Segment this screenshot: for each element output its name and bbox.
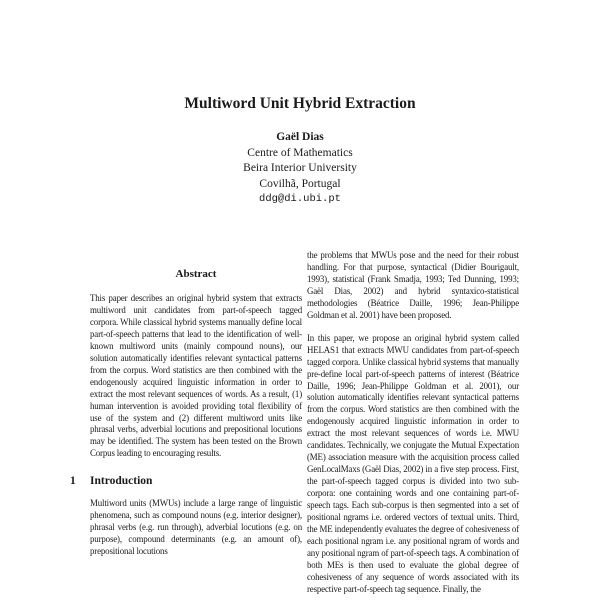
section-heading-introduction — [70, 475, 302, 487]
abstract-text: This paper describes an original hybrid system that extracts multiword unit candidates from part-of-speech tagged corpora. While classical hybrid systems manually define local part-of-speech patterns that lead to the identification of well-known multiword units (mainly compound nouns), our solution automatically identifies relevant syntactical patterns from the corpus. Word statistics are then combined with the endogenously acquired linguistic information in order to extract the most relevant sequences of words. As a result, (1) human intervention is avoided providing total flexibility of use of the system and (2) different multiword units like phrasal verbs, adverbial locutions and prepositional locutions may be identified. The system has been tested on the Brown Corpus leading to encouraging results. — [90, 293, 302, 459]
section-title: Introduction — [90, 475, 153, 488]
right-paragraph-2: In this paper, we propose an original hybrid system called HELAS1 that extracts MWU candidates from part-of-speech tagged corpora. Unlike classical hybrid systems that manually pre-define local part-of-speech patterns of interest (Béatrice Daille, 1996; Jean-Philippe Goldman et al. 2001), our solution automatically identifies relevant syntactical patterns from the corpus. Word statistics are then combined with the endogenously acquired linguistic information in order to extract the most relevant sequences of words i.e. MWU candidates. Technically, we conjugate the Mutual Expectation (ME) association measure with the acquisition process called GenLocalMaxs (Gaël Dias, 2002) in a five step process. First, the part-of-speech tagged corpus is divided into two sub-corpora: one containing words and one containing part-of-speech tags. Each sub-corpus is then segmented into a set of positional ngrams i.e. ordered vectors of textual units. Third, the ME independently evaluates the degree of cohesiveness of each positional ngram i.e. any positional ngram of words and any positional ngram of part-of-speech tags. A combination of both MEs is then used to evaluate the global degree of cohesiveness of any sequence of words associated with its respective part-of-speech tag sequence. Finally, the — [307, 332, 519, 594]
author-block — [0, 130, 600, 208]
right-paragraph-1: the problems that MWUs pose and the need for their robust handling. For that purpose, syntactical (Didier Bourigault, 1993), statistical (Frank Smadja, 1993; Ted Dunning, 1993; Gaël Dias, 2002) and hybrid syntaxico-statistical methodologies (Béatrice Daille, 1996; Jean-Philippe Goldman et al. 2001) have been proposed. — [307, 250, 519, 320]
author-location: Covilhã, Portugal — [259, 177, 341, 190]
author-email: ddg@di.ubi.pt — [259, 193, 341, 205]
author-name: Gaël Dias — [276, 131, 324, 143]
author-affiliation-1: Centre of Mathematics — [247, 146, 353, 159]
abstract-heading: Abstract — [175, 268, 217, 280]
right-column — [307, 250, 519, 596]
introduction-text: Multiword units (MWUs) include a large range of linguistic phenomena, such as compound nouns (e.g. interior designer), phrasal verbs (e.g. run through), adverbial locutions (e.g. on purpose), compound determinants (e.g. an amount of), prepositional locutions — [90, 498, 302, 557]
paper-title: Multiword Unit Hybrid Extraction — [184, 95, 416, 112]
section-number: 1 — [70, 475, 76, 488]
left-column — [70, 268, 302, 558]
author-affiliation-2: Beira Interior University — [243, 162, 357, 174]
